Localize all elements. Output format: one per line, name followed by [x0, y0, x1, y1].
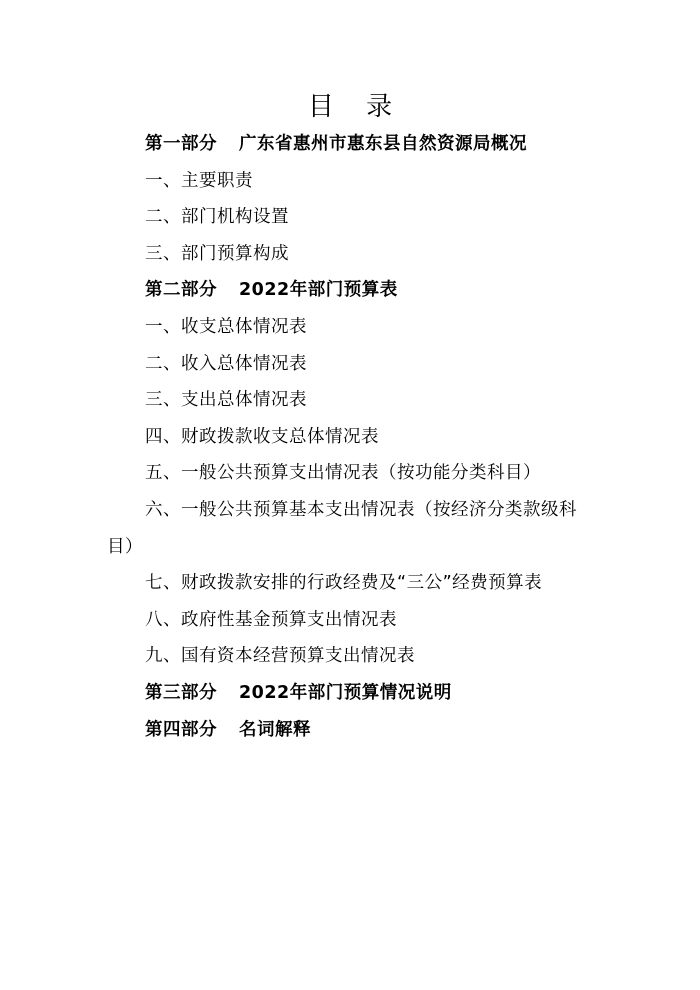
toc-item: 六、一般公共预算基本支出情况表（按经济分类款级科目）: [107, 499, 577, 557]
toc-item: 一、主要职责: [145, 170, 253, 191]
toc-part-1: [0, 126, 700, 163]
toc-item: 九、国有资本经营预算支出情况表: [145, 646, 415, 667]
toc-item: 一、收支总体情况表: [145, 316, 307, 337]
part-label: 第四部分: [145, 719, 217, 740]
part-title: 2022年部门预算表: [239, 280, 398, 301]
toc-part-3: [0, 675, 700, 712]
toc-item: 二、部门机构设置: [145, 207, 289, 228]
toc-item: 八、政府性基金预算支出情况表: [145, 609, 397, 630]
toc-title: 目 录: [307, 92, 405, 122]
toc-item: 二、收入总体情况表: [145, 353, 307, 374]
part-label: 第一部分: [145, 134, 217, 154]
toc-part-2: [0, 272, 700, 309]
table-of-contents: [0, 126, 700, 748]
toc-item: 七、财政拨款安排的行政经费及“三公”经费预算表: [145, 573, 543, 594]
part-title: 2022年部门预算情况说明: [239, 682, 452, 703]
toc-item: 三、支出总体情况表: [145, 390, 307, 411]
toc-part-4: [0, 712, 700, 749]
part-label: 第三部分: [145, 682, 217, 703]
toc-item: 三、部门预算构成: [145, 243, 289, 264]
toc-item: 四、财政拨款收支总体情况表: [145, 426, 379, 447]
part-title: 名词解释: [239, 719, 311, 740]
part-label: 第二部分: [145, 280, 217, 301]
toc-item: 五、一般公共预算支出情况表（按功能分类科目）: [145, 463, 541, 484]
part-title: 广东省惠州市惠东县自然资源局概况: [239, 134, 527, 154]
